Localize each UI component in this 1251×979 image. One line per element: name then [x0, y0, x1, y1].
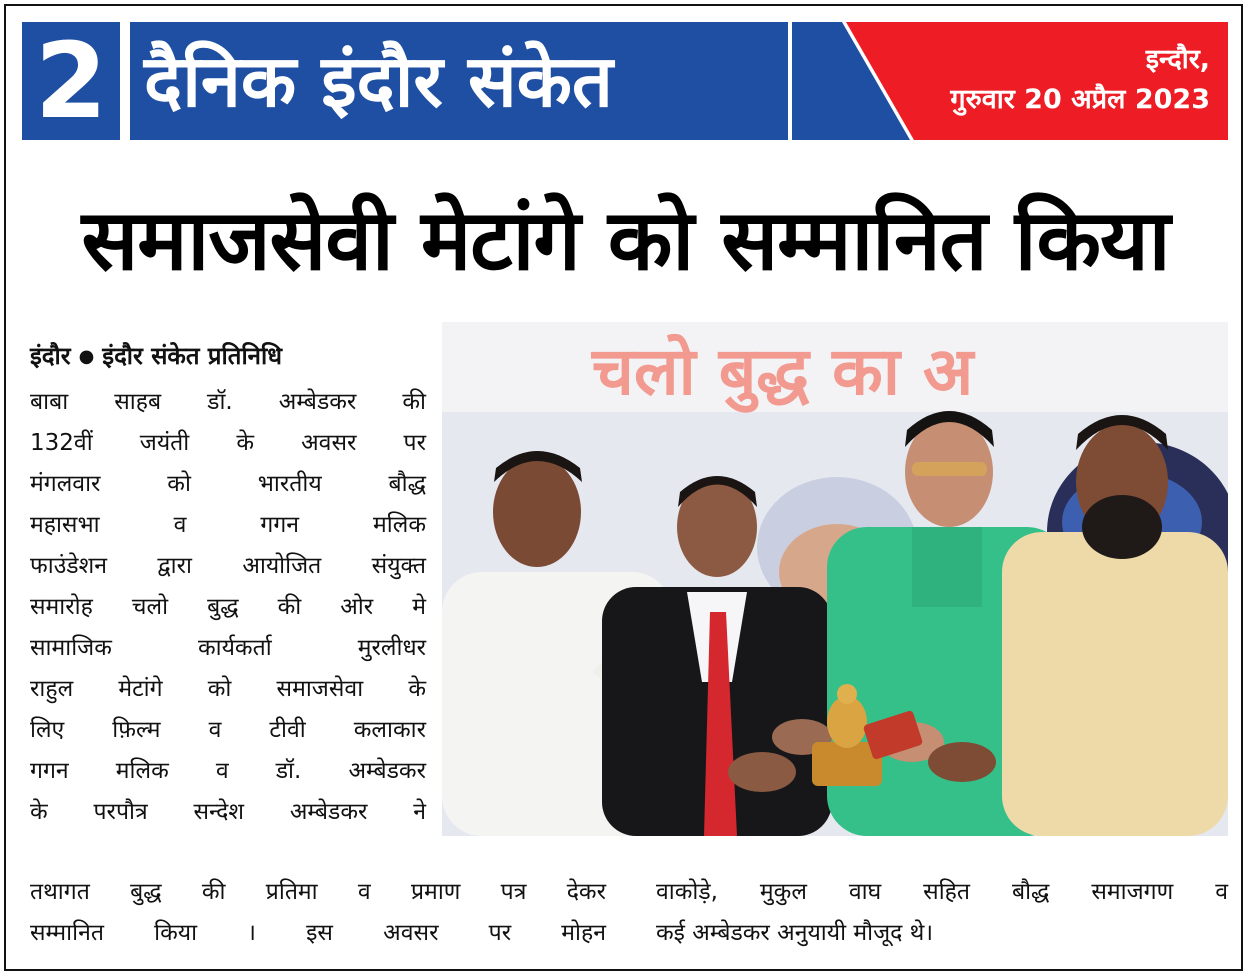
body-line: के परपौत्र सन्देश अम्बेडकर ने [30, 799, 426, 825]
event-photo [442, 322, 1228, 836]
article-body-bottom-right [656, 872, 1228, 954]
body-line: महासभा व गगन मलिक [30, 512, 426, 538]
body-line: तथागत बुद्ध की प्रतिमा व प्रमाण पत्र देकर [30, 879, 606, 905]
dateline-date: गुरुवार 20 अप्रैल 2023 [950, 84, 1210, 115]
body-line: राहुल मेटांगे को समाजसेवा के [30, 676, 426, 702]
masthead [22, 22, 1228, 140]
dateline-city: इन्दौर, [1145, 44, 1210, 75]
banner-text: चलो बुद्ध का अ [592, 333, 974, 410]
byline-place: इंदौर [30, 342, 71, 370]
body-line: कई अम्बेडकर अनुयायी मौजूद थे। [656, 920, 934, 946]
body-line: सामाजिक कार्यकर्ता मुरलीधर [30, 635, 426, 661]
article-headline: समाजसेवी मेटांगे को सम्मानित किया [81, 191, 1170, 289]
dateline [950, 40, 1210, 120]
byline-source: इंदौर संकेत प्रतिनिधि [102, 342, 282, 370]
body-line: समारोह चलो बुद्ध की ओर मे [30, 594, 426, 620]
body-line: मंगलवार को भारतीय बौद्ध [30, 471, 426, 497]
newspaper-name: दैनिक इंदौर संकेत [130, 22, 788, 140]
page-number: 2 [22, 22, 120, 140]
body-line: बाबा साहब डॉ. अम्बेडकर की [30, 389, 426, 415]
byline [30, 338, 282, 375]
bullet-icon: ● [78, 346, 95, 367]
article-body-column [30, 382, 426, 833]
body-line: वाकोड़े, मुकुल वाघ सहित बौद्ध समाजगण व [656, 879, 1228, 905]
article-body-bottom-left [30, 872, 606, 954]
body-line: लिए फ़िल्म व टीवी कलाकार [30, 717, 426, 743]
body-line: फाउंडेशन द्वारा आयोजित संयुक्त [30, 553, 426, 579]
body-line: सम्मानित किया । इस अवसर पर मोहन [30, 920, 606, 946]
photo-illustration [442, 322, 1228, 836]
body-line: गगन मलिक व डॉ. अम्बेडकर [30, 758, 426, 784]
body-line: 132वीं जयंती के अवसर पर [30, 430, 426, 456]
